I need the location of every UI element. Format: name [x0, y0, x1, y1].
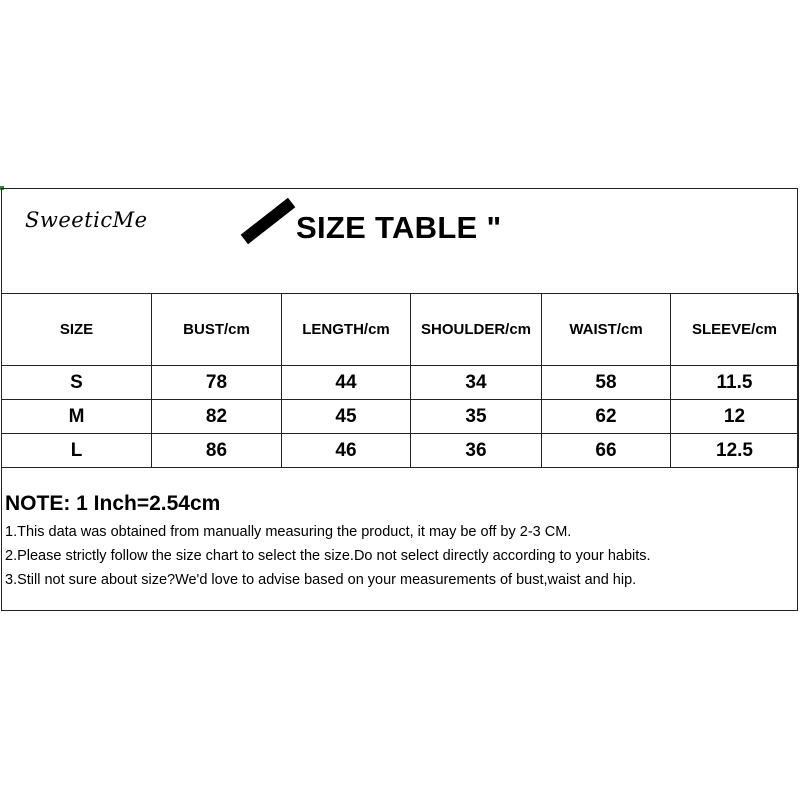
column-header: SLEEVE/cm [671, 294, 799, 366]
column-header: LENGTH/cm [282, 294, 411, 366]
table-cell: 34 [411, 366, 542, 400]
table-cell: 45 [282, 400, 411, 434]
table-cell: 12.5 [671, 434, 799, 468]
note-item: 1.This data was obtained from manually measuring the product, it may be off by 2-3 CM. [5, 524, 572, 540]
note-item: 3.Still not sure about size?We'd love to advise based on your measurements of bust,waist and hip. [5, 572, 637, 588]
table-cell: 12 [671, 400, 799, 434]
table-cell: 46 [282, 434, 411, 468]
table-cell: 66 [542, 434, 671, 468]
note-title: NOTE: 1 Inch=2.54cm [5, 492, 221, 515]
table-cell: 36 [411, 434, 542, 468]
column-header: SHOULDER/cm [411, 294, 542, 366]
column-header: BUST/cm [152, 294, 282, 366]
table-cell: L [2, 434, 152, 468]
column-header: WAIST/cm [542, 294, 671, 366]
table-cell: 78 [152, 366, 282, 400]
page-title: SIZE TABLE " [296, 210, 502, 245]
table-header-row [2, 294, 799, 366]
table-cell: 86 [152, 434, 282, 468]
table-cell: 35 [411, 400, 542, 434]
table-cell: 58 [542, 366, 671, 400]
table-cell: 62 [542, 400, 671, 434]
table-cell: 44 [282, 366, 411, 400]
table-row [2, 400, 799, 434]
brand-logo: SweeticMe [25, 208, 148, 232]
table-row [2, 434, 799, 468]
column-header: SIZE [2, 294, 152, 366]
table-cell: 82 [152, 400, 282, 434]
size-table [1, 293, 799, 468]
table-row [2, 366, 799, 400]
note-item: 2.Please strictly follow the size chart to select the size.Do not select directly according to your habits. [5, 548, 651, 564]
table-cell: 11.5 [671, 366, 799, 400]
table-cell: S [2, 366, 152, 400]
table-cell: M [2, 400, 152, 434]
